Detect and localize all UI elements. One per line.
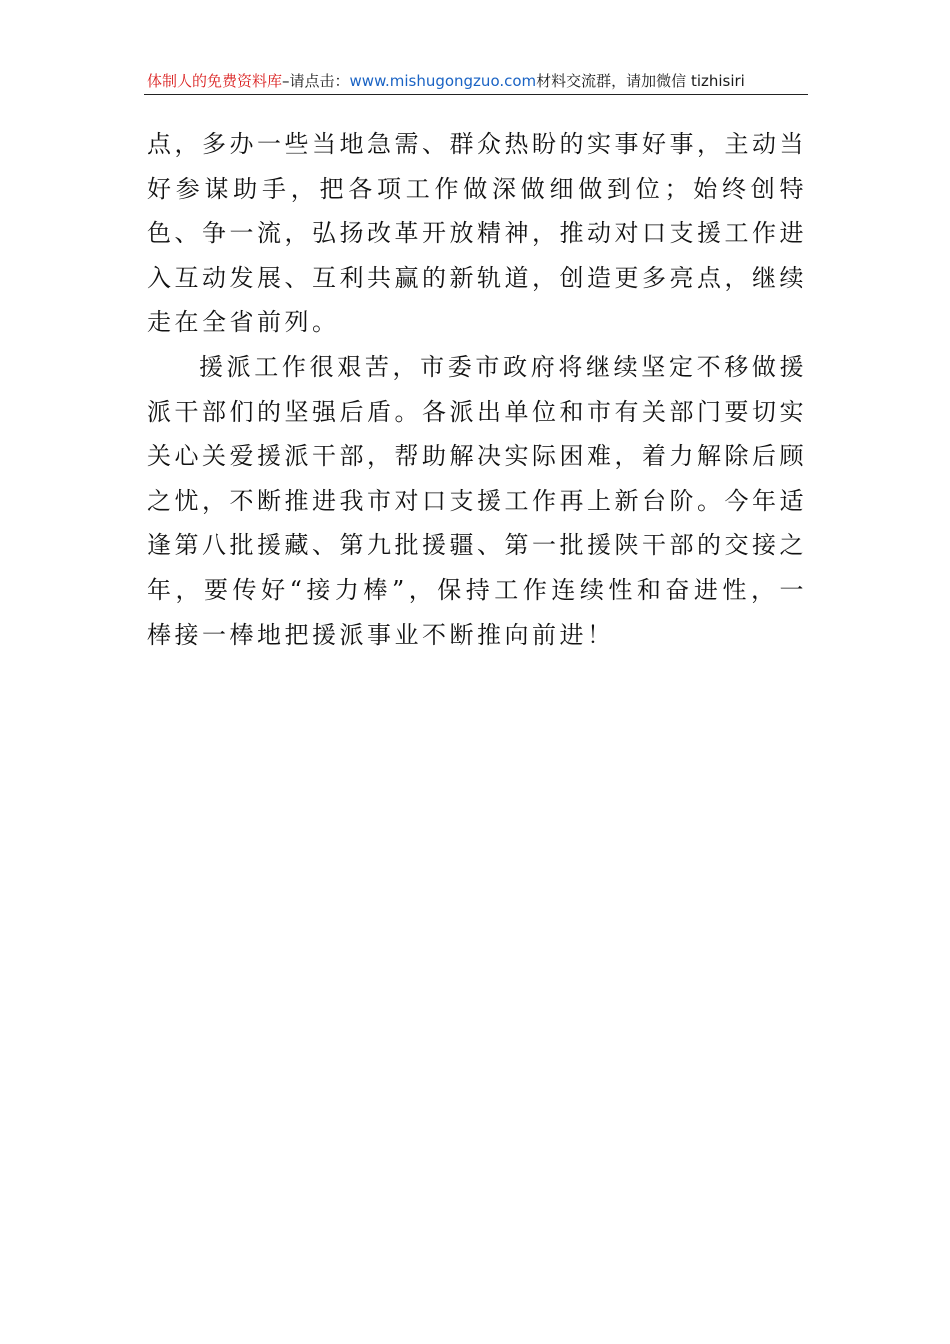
header-prompt: –请点击： xyxy=(282,72,350,90)
header-brand: 体制人的免费资料库 xyxy=(147,72,283,90)
header-divider xyxy=(144,94,808,95)
header-contact-text: 材料交流群，请加微信 tizhisiri xyxy=(536,72,745,90)
header-url-link[interactable]: www.mishugongzuo.com xyxy=(349,72,537,90)
paragraph-continued: 点，多办一些当地急需、群众热盼的实事好事，主动当好参谋助手，把各项工作做深做细做到位；始终创特色、争一流，弘扬改革开放精神，推动对口支援工作进入互动发展、互利共赢的新轨道，创造更多亮点，继续走在全省前列。 xyxy=(147,130,807,337)
page-header xyxy=(147,68,807,94)
paragraph: 援派工作很艰苦，市委市政府将继续坚定不移做援派干部们的坚强后盾。各派出单位和市有关部门要切实关心关爱援派干部，帮助解决实际困难，着力解除后顾之忧，不断推进我市对口支援工作再上新台阶。今年适逢第八批援藏、第九批援疆、第一批援陕干部的交接之年，要传好“接力棒”，保持工作连续性和奋进性，一棒接一棒地把援派事业不断推向前进！ xyxy=(147,352,807,649)
document-body xyxy=(147,122,807,657)
